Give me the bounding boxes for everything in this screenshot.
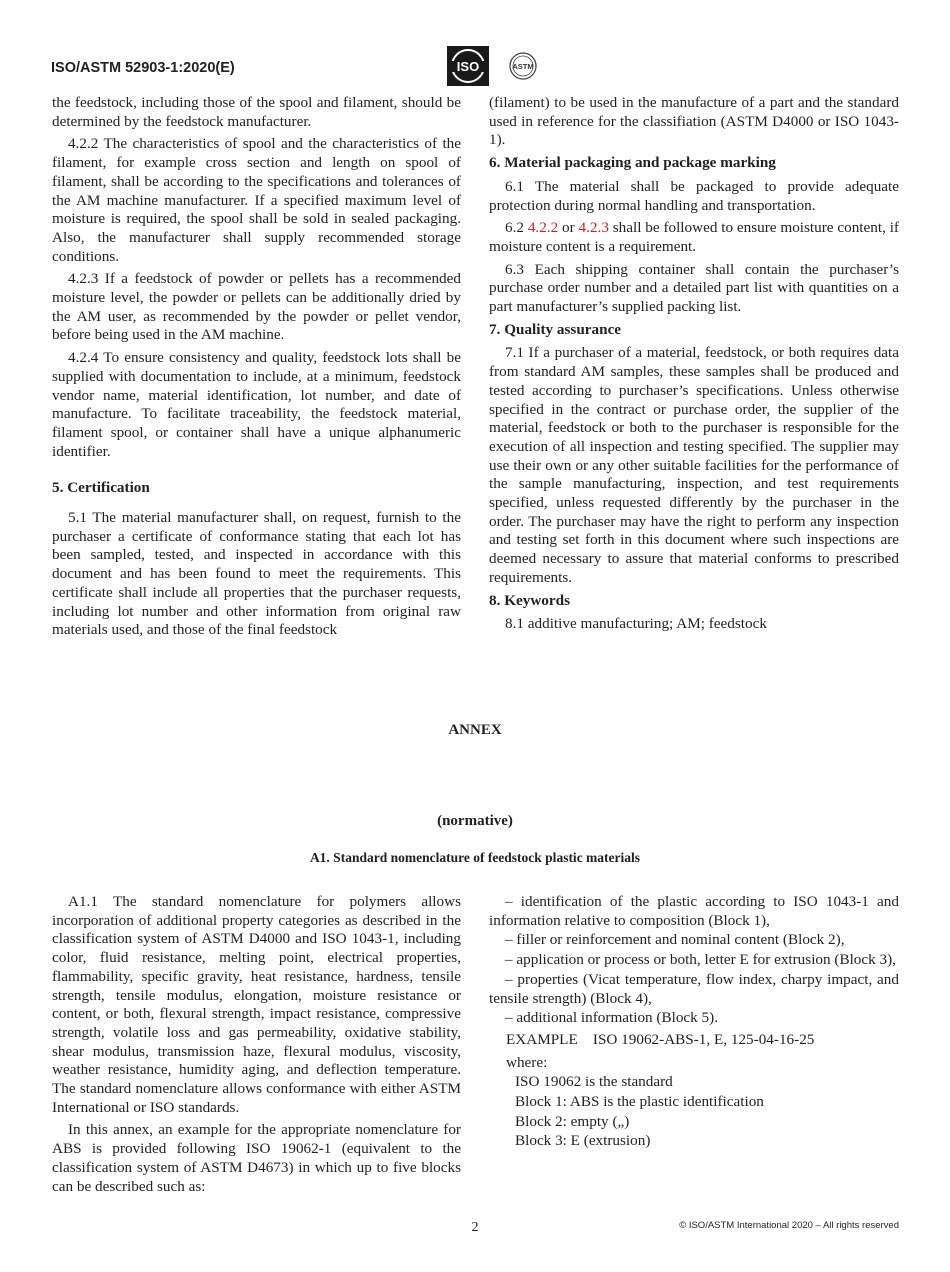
paragraph-6-3: 6.3 Each shipping container shall contain the purchaser’s purchase order number and a detailed part list with quantities on a part manufacturer’s supplied packing list.: [489, 260, 899, 316]
section-6-heading: 6. Material packaging and package marking: [489, 154, 776, 172]
document-identifier: ISO/ASTM 52903-1:2020(E): [51, 60, 235, 76]
annex-normative: (normative): [437, 813, 513, 829]
annex-heading: A1. Standard nomenclature of feedstock plastic materials: [309, 850, 641, 865]
annex-title: ANNEX: [448, 722, 502, 738]
where-label: where:: [506, 1053, 548, 1071]
copyright-notice: © ISO/ASTM International 2020 – All rights reserved: [679, 1220, 899, 1231]
left-column-bottom: [52, 893, 461, 1200]
section-7-heading: 7. Quality assurance: [489, 320, 622, 338]
list-item: – filler or reinforcement and nominal content (Block 2),: [505, 931, 845, 949]
example-line: EXAMPLE ISO 19062-ABS-1, E, 125-04-16-25: [506, 1030, 815, 1048]
link-4-2-3[interactable]: 4.2.3: [578, 219, 609, 237]
astm-logo: [510, 53, 536, 79]
paragraph-6-1: 6.1 The material shall be packaged to provide adequate protection during normal handling and transportation.: [489, 177, 899, 214]
block-line: ISO 19062 is the standard: [515, 1073, 673, 1091]
list-item: – identification of the plastic according to ISO 1043-1 and information relative to composition (Block 1),: [489, 893, 899, 929]
list-item: – additional information (Block 5).: [505, 1009, 719, 1027]
section-5-heading: 5. Certification: [52, 479, 150, 497]
left-column-top: [52, 94, 461, 644]
paragraph-6-2: 6.2 4.2.2 or 4.2.3 shall be followed to ensure moisture content, if moisture content is a requirement.: [489, 219, 899, 255]
page-number: 2: [471, 1220, 479, 1235]
paragraph-annex-example: In this annex, an example for the appropriate nomenclature for ABS is provided following ISO 19062-1 (equivalent to the classification system of ASTM D4673) in which up to five blocks can be described such as:: [52, 1121, 461, 1195]
block-line: Block 2: empty („): [515, 1112, 630, 1130]
right-column-bottom: [489, 893, 899, 1152]
block-line: Block 1: ABS is the plastic identification: [515, 1093, 764, 1111]
paragraph-4-2-2: 4.2.2 The characteristics of spool and the characteristics of the filament, for example cross section and length on spool of filament, shall be according to the specifications and tolerances of the AM machine manufacturer. If a specified maximum level of moisture is required, the spool shall be sold in sealed packaging. Also, the manufacturer shall supply recommended storage conditions.: [52, 135, 461, 265]
paragraph-continuation-right: (filament) to be used in the manufacture of a part and the standard used in reference for the classifiation (ASTM D4000 or ISO 1043-1).: [489, 94, 899, 149]
standards-logos: [447, 46, 547, 86]
astm-logo-text: ASTM: [512, 62, 534, 71]
paragraph-7-1: 7.1 If a purchaser of a material, feedstock, or both requires data from standard AM samples, these samples shall be produced and tested according to purchaser’s specifications. Unless otherwise specified in the contract or purchase order, the supplier of the material, feedstock or both to the purchaser is responsible for the execution of all inspection and testing specified. The supplier may use their own or any other suitable facilities for the performance of the sample manufacturing, inspection, and test requirements specified, unless requested differently by the purchaser in the order. The purchaser may have the right to perform any inspection and testing set forth in this document where such inspections are deemed necessary to assure that material conforms to prescribed requirements.: [489, 344, 899, 586]
paragraph-5-1: 5.1 The material manufacturer shall, on request, furnish to the purchaser a certificate of conformance stating that each lot has been sampled, tested, and inspected in accordance with this document and has been found to meet the requirements. This certificate shall include all properties that the purchaser requests, including lot number and other information from original raw materials used, and those of the final feedstock: [52, 509, 461, 639]
right-column-top: [489, 94, 899, 638]
iso-logo-text: ISO: [456, 59, 480, 74]
block-line: Block 3: E (extrusion): [515, 1132, 651, 1150]
link-4-2-2[interactable]: 4.2.2: [527, 219, 559, 237]
iso-logo: [447, 46, 489, 86]
paragraph-4-2-3: 4.2.3 If a feedstock of powder or pellets has a recommended moisture level, the powder or pellets can be additionally dried by the AM user, as recommended by the powder or pellet vendor, before being used in the AM machine.: [52, 270, 461, 344]
section-8-heading: 8. Keywords: [489, 591, 570, 609]
paragraph-continuation: the feedstock, including those of the spool and filament, should be determined by the feedstock manufacturer.: [52, 94, 461, 130]
paragraph-4-2-4: 4.2.4 To ensure consistency and quality, feedstock lots shall be supplied with documentation to include, at a minimum, feedstock vendor name, material identification, lot number, and date of manufacture. To facilitate traceability, the feedstock material, filament spool, or container shall have a unique alphanumeric identifier.: [52, 349, 461, 460]
paragraph-8-1: 8.1 additive manufacturing; AM; feedstock: [505, 615, 767, 633]
paragraph-a1-1: A1.1 The standard nomenclature for polymers allows incorporation of additional property categories as described in the classification system of ASTM D4000 and ISO 1043-1, including color, fluid resistance, melting point, electrical properties, flammability, specific gravity, heat resistance, hardness, tensile strength, tensile modulus, elongation, moisture resistance or content, or both, flexural strength, impact resistance, compressive strength, volatile loss and gas permeability, oxidative stability, shear modulus, transmission haze, flexural modulus, viscosity, weather resistance, humidity aging, and deflection temperature. The standard nomenclature allows conformance with either ASTM International or ISO standards.: [52, 893, 461, 1116]
list-item: – application or process or both, letter E for extrusion (Block 3),: [505, 951, 896, 969]
list-item: – properties (Vicat temperature, flow index, charpy impact, and tensile strength) (Block 4),: [489, 970, 899, 1007]
